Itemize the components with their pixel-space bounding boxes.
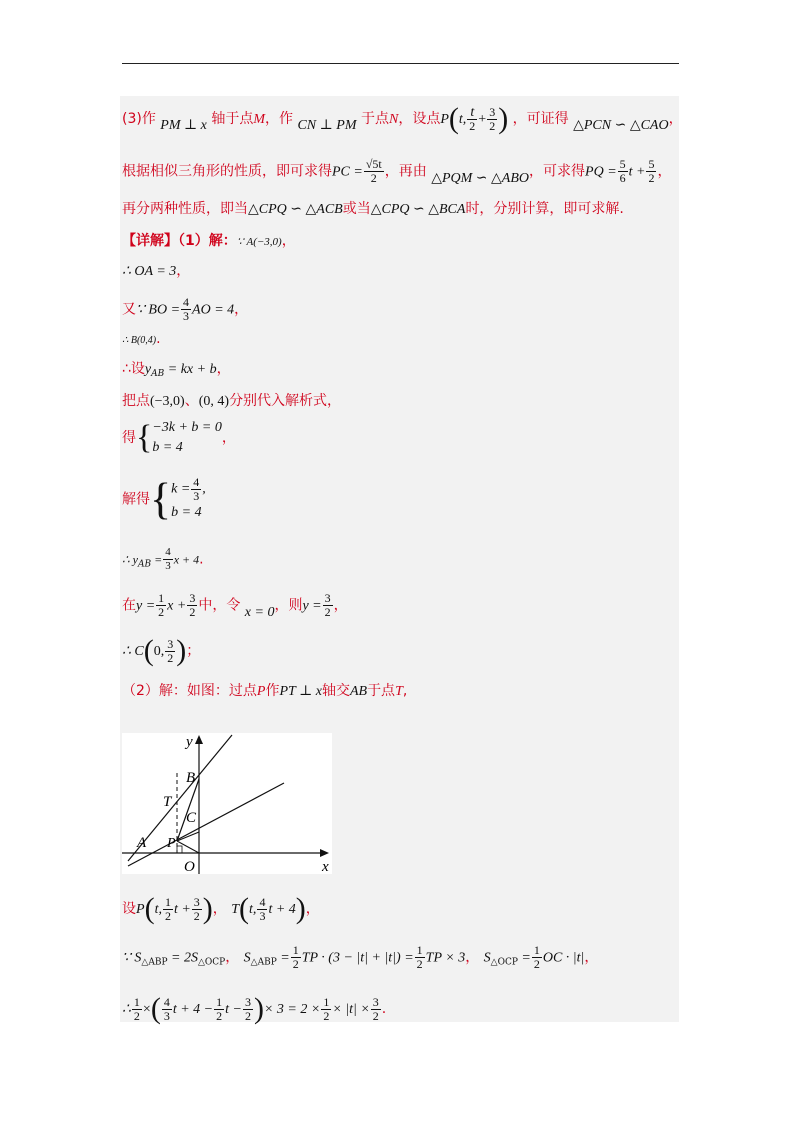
fraction: $\frac{1}{2}$ <box>292 943 299 971</box>
text: . <box>381 1001 387 1017</box>
math: △CPQ ∽ △BCA <box>370 202 466 217</box>
math: = kx + b <box>164 362 217 377</box>
text: ， <box>176 263 191 279</box>
paren: ( <box>144 892 155 925</box>
line-solution-1 <box>122 232 296 251</box>
line-analysis-pc <box>122 158 671 185</box>
math-subscript: △ABP <box>141 957 168 968</box>
math: ∴ <box>122 1002 131 1017</box>
line-solve <box>122 476 206 523</box>
fraction: $\frac{1}{2}$ <box>158 591 165 619</box>
math: = <box>517 950 531 966</box>
text: 或当 <box>342 201 371 217</box>
label-o: O <box>184 859 195 874</box>
math: t + <box>173 902 191 917</box>
fraction: $\frac{1}{2}$ <box>533 943 540 971</box>
math: ∴ C <box>122 644 144 659</box>
math-subscript: △OCP <box>490 957 518 968</box>
math: x + <box>167 598 187 614</box>
math: × 3 = 2 × <box>263 1002 321 1017</box>
math: t, <box>249 902 257 917</box>
text: . <box>199 551 204 568</box>
fraction: $\frac{1}{2}$ <box>216 994 223 1023</box>
paren: ) <box>295 892 306 925</box>
math: t, <box>154 902 162 917</box>
text: ，设点 <box>398 111 441 127</box>
paren: ( <box>143 634 154 667</box>
math: = 2S <box>167 950 198 966</box>
math: AO = 4 <box>192 302 235 318</box>
math: ∵ BO = <box>136 302 181 318</box>
text: ， <box>234 301 249 318</box>
math: PC = <box>332 164 363 180</box>
label-t: T <box>163 794 172 810</box>
text: 中，令 <box>198 597 241 614</box>
line-set-pt <box>122 894 320 924</box>
math: = <box>151 552 163 567</box>
text: ， <box>305 901 320 917</box>
math: t, <box>458 112 467 127</box>
text: 根据相似三角形的性质，即可求得 <box>122 163 332 180</box>
label-a: A <box>137 835 147 851</box>
math: ∵ S <box>122 950 142 966</box>
brace: { <box>150 474 172 524</box>
fraction: $\frac{3}{2}$ <box>324 591 331 619</box>
text: , <box>402 683 408 699</box>
text: ， <box>668 111 683 127</box>
math-subscript: AB <box>151 369 165 379</box>
text: 于点 <box>367 683 396 699</box>
fraction: $\frac{3}{2}$ <box>193 894 200 923</box>
text: 设 <box>122 901 136 917</box>
line-areas <box>122 944 598 972</box>
label-p: P <box>167 836 176 851</box>
math: N <box>388 112 399 127</box>
text: ， <box>333 597 348 614</box>
fraction: $\frac{√5t}{2}$ <box>365 157 382 185</box>
text: ，再由 <box>384 163 427 180</box>
math: = <box>276 950 290 966</box>
fraction: $\frac{1}{2}$ <box>323 994 330 1023</box>
math: TP × 3 <box>425 950 466 966</box>
text: ， <box>465 949 480 966</box>
math: y <box>144 362 152 377</box>
text: ∴设 <box>122 361 145 377</box>
math: t + 4 − <box>172 1002 214 1017</box>
brace: { <box>136 419 153 456</box>
line-yab-result <box>122 546 204 574</box>
right-angle-mark <box>177 846 182 853</box>
text: ； <box>186 643 201 659</box>
line-analysis-cases <box>122 200 624 219</box>
fraction: $\frac{1}{2}$ <box>133 994 140 1023</box>
text: 、 <box>184 393 199 409</box>
math: (−3,0) <box>150 394 185 409</box>
label-y: y <box>186 734 193 750</box>
math: T <box>231 902 240 917</box>
text: ，可证得 <box>512 111 569 127</box>
text: 时，分别计算，即可求解. <box>465 201 624 217</box>
line-analysis-3 <box>122 104 683 134</box>
label-c: C <box>186 810 197 826</box>
math: OC · |t| <box>542 950 585 966</box>
fraction: $\frac{4}{3}$ <box>183 295 190 323</box>
math: P <box>256 684 266 699</box>
geometry-figure <box>122 733 332 874</box>
math: y = <box>136 598 156 614</box>
paren: ) <box>202 892 213 925</box>
text: ， <box>216 361 231 377</box>
header-rule <box>122 63 679 64</box>
line-set-yab <box>122 360 231 383</box>
math: P <box>136 902 145 917</box>
line-system <box>122 418 236 458</box>
text: 解得 <box>122 491 150 508</box>
math: △PCN ∽ △CAO <box>573 118 669 133</box>
text: 轴交 <box>321 683 350 699</box>
text: （2）解：如图：过点 <box>122 683 257 699</box>
text: 在 <box>122 597 136 614</box>
math: y = <box>302 598 322 614</box>
math: ∴ B(0,4) <box>122 335 157 346</box>
label-b: B <box>186 770 196 786</box>
text: ， <box>584 949 599 966</box>
math: x = 0 <box>244 604 275 620</box>
math: × <box>142 1002 151 1017</box>
math: x + 4 <box>173 552 200 567</box>
fraction: $\frac{3}{2}$ <box>167 636 174 665</box>
fraction: $\frac{1}{2}$ <box>164 894 171 923</box>
equation-system: −3k + b = 0 b = 4 <box>152 420 222 455</box>
math: + <box>478 112 487 127</box>
line-bo <box>122 296 248 323</box>
paren: ) <box>176 634 187 667</box>
math: 0, <box>153 644 165 659</box>
math: P <box>440 112 449 127</box>
line-substitute <box>122 392 341 411</box>
x-axis-arrow <box>320 849 329 857</box>
text: 得 <box>122 430 136 446</box>
figure-svg <box>122 733 332 874</box>
fraction: $\frac{4}{3}$ <box>259 894 266 923</box>
text: 轴于点 <box>211 111 254 127</box>
line-oa <box>122 262 190 281</box>
math-subscript: △OCP <box>197 957 226 968</box>
line-c-solve <box>122 592 348 619</box>
line-equation <box>122 994 386 1024</box>
math: M <box>253 112 266 127</box>
text: 作 <box>265 683 280 699</box>
paren: ( <box>448 102 459 135</box>
label-x: x <box>322 859 329 874</box>
text: ， <box>225 949 240 966</box>
text: 再分两种性质，即当 <box>122 201 248 217</box>
fraction: $\frac{4}{3}$ <box>165 546 171 572</box>
text: 【详解】（1）解： <box>122 233 237 249</box>
math: t + 4 <box>268 902 296 917</box>
text: ， <box>212 901 227 917</box>
fraction: $\frac{3}{2}$ <box>372 994 379 1023</box>
paren: ( <box>239 892 250 925</box>
math: t + <box>628 164 646 180</box>
text: ， <box>657 163 672 180</box>
math: PQ = <box>585 164 617 180</box>
text: 把点 <box>122 393 150 409</box>
math: PT ⊥ x <box>279 684 322 699</box>
math: TP · (3 − |t| + |t|) = <box>301 950 414 966</box>
math: × |t| × <box>332 1002 370 1017</box>
math: ∴ OA = 3 <box>122 264 177 279</box>
math-subscript: AB <box>137 559 152 570</box>
text: . <box>156 331 161 347</box>
fraction: $\frac{3}{2}$ <box>489 104 496 133</box>
text: ，可求得 <box>529 163 586 180</box>
fraction: $\frac{5}{6}$ <box>619 157 626 185</box>
equation-system: k = $\frac{4}{3}$ , b = 4 <box>171 475 206 520</box>
math: ∴ y <box>122 552 138 567</box>
fraction: $\frac{3}{2}$ <box>189 591 196 619</box>
text: (3)作 <box>122 111 156 127</box>
fraction: $\frac{4}{3}$ <box>163 994 170 1023</box>
text: 分别代入解析式， <box>229 393 342 409</box>
paren: ) <box>498 102 509 135</box>
text: ，则 <box>274 597 303 614</box>
text: ， <box>281 233 296 249</box>
text: 于点 <box>360 111 389 127</box>
math: △PQM ∽ △ABO <box>431 170 530 186</box>
text: 又 <box>122 301 136 318</box>
math: S <box>243 950 251 966</box>
math: CN ⊥ PM <box>297 118 357 133</box>
math: t − <box>225 1002 242 1017</box>
paren: ( <box>150 992 161 1025</box>
y-axis-arrow <box>195 735 203 744</box>
text: ，作 <box>265 111 294 127</box>
math: AB <box>349 684 368 699</box>
paren: ) <box>253 992 264 1025</box>
line-solution-2 <box>122 682 407 701</box>
math: T <box>395 684 403 699</box>
line-b <box>122 330 161 350</box>
math: ∵ A(−3,0) <box>236 236 282 248</box>
math: PM ⊥ x <box>160 118 207 133</box>
math-subscript: △ABP <box>250 957 277 968</box>
math: △CPQ ∽ △ACB <box>248 202 343 217</box>
fraction: $\frac{t}{2}$ <box>469 104 476 133</box>
text: ， <box>221 430 236 446</box>
fraction: $\frac{3}{2}$ <box>244 994 251 1023</box>
fraction: $\frac{5}{2}$ <box>648 157 655 185</box>
line-c-point <box>122 636 200 666</box>
math: S <box>483 950 491 966</box>
math: (0, 4) <box>198 394 230 409</box>
line-po <box>177 841 199 853</box>
fraction: $\frac{1}{2}$ <box>416 943 423 971</box>
